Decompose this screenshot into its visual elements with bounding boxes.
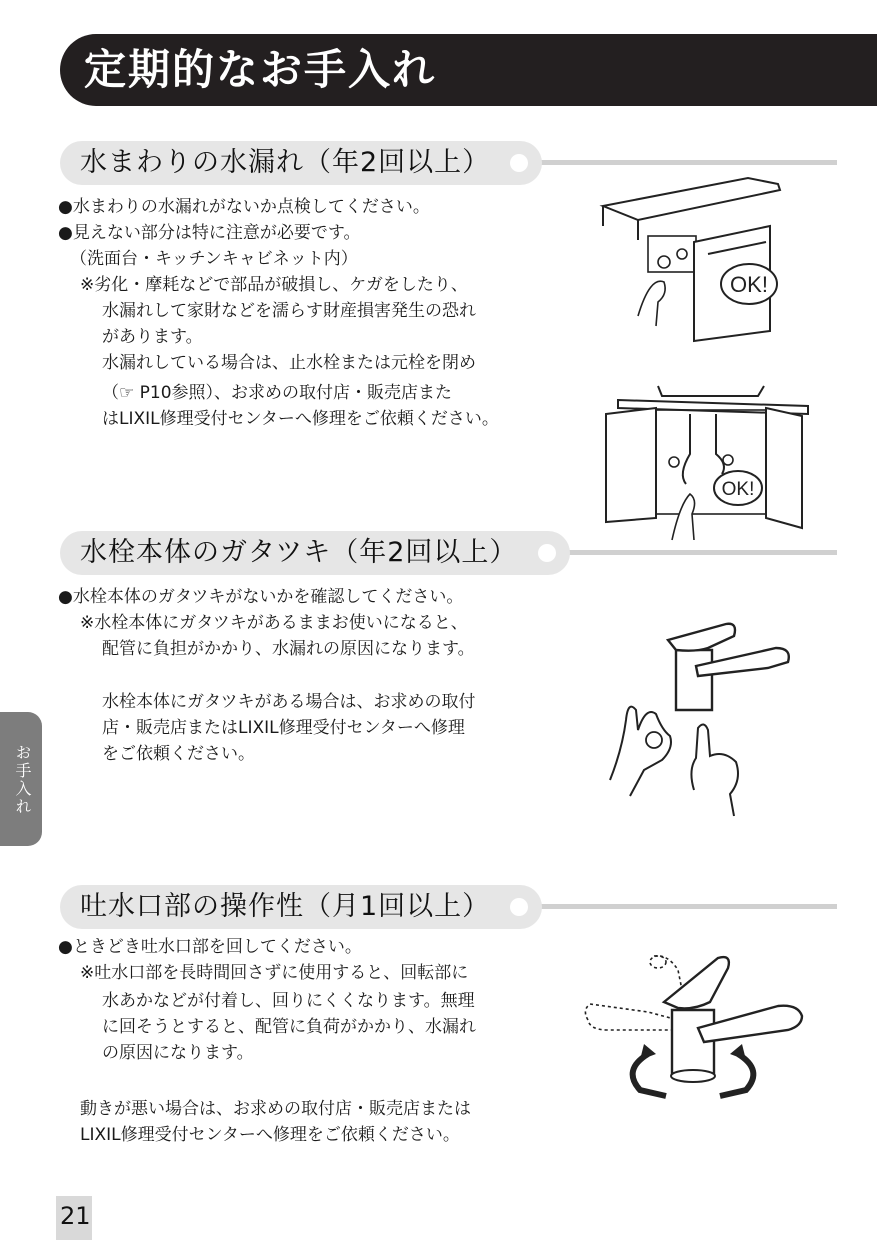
section-rule [550,550,837,555]
section-rule [520,160,837,165]
heading-dot-icon [538,544,556,562]
ok-label: OK! [730,272,768,297]
spout-rotation-illustration [578,950,810,1100]
cabinet-inspection-illustration [598,176,798,346]
side-tab[interactable] [0,712,42,846]
section-heading: 水まわりの水漏れ（年2回以上） [80,147,491,178]
kitchen-cabinet-illustration [598,384,816,542]
section-heading-box [60,885,542,929]
text-line: 店・販売店またはLIXIL修理受付センターへ修理 [102,718,465,738]
section-heading: 水栓本体のガタツキ（年2回以上） [80,537,518,568]
text-line: ※劣化・摩耗などで部品が破損し、ケガをしたり、 [80,275,468,295]
side-tab-label: お手入れ [13,744,32,816]
heading-dot-icon [510,898,528,916]
text-line: があります。 [102,327,203,347]
heading-dot-icon [510,154,528,172]
text-line: （☞ P10参照）、お求めの取付店・販売店また [102,383,453,403]
page-number-box [56,1196,92,1240]
section-rule [520,904,837,909]
text-line: はLIXIL修理受付センターへ修理をご依頼ください。 [102,409,499,429]
text-line: ● 水栓本体のガタツキがないかを確認してください。 [58,584,463,610]
section-heading: 吐水口部の操作性（月1回以上） [80,891,491,922]
ok-label: OK! [721,479,755,500]
text-line: ● 見えない部分は特に注意が必要です。 [58,220,360,246]
text-line: ※吐水口部を長時間回さずに使用すると、回転部に [80,963,469,983]
text-line: LIXIL修理受付センターへ修理をご依頼ください。 [80,1125,460,1145]
text-line: ※水栓本体にガタツキがあるままお使いになると、 [80,613,468,633]
text-line: 水漏れして家財などを濡らす財産損害発生の恐れ [102,301,476,321]
page-title: 定期的なお手入れ [84,45,437,94]
text-line: 水栓本体にガタツキがある場合は、お求めの取付 [102,692,476,712]
text-line: （洗面台・キッチンキャビネット内） [70,249,358,269]
text-line: 配管に負担がかかり、水漏れの原因になります。 [102,639,475,659]
text-line: の原因になります。 [102,1043,254,1063]
text-line: 水漏れしている場合は、止水栓または元栓を閉め [102,353,476,373]
page-title-banner [60,34,877,106]
text-line: をご依頼ください。 [102,744,255,764]
text-line: ● ときどき吐水口部を回してください。 [58,934,362,960]
section-heading-box [60,141,542,185]
section-heading-box [60,531,570,575]
faucet-hands-illustration [600,610,800,822]
text-line: に回そうとすると、配管に負荷がかかり、水漏れ [102,1017,476,1037]
page-number: 21 [60,1202,91,1230]
text-line: ● 水まわりの水漏れがないか点検してください。 [58,194,430,220]
text-line: 動きが悪い場合は、お求めの取付店・販売店または [80,1099,471,1119]
text-line: 水あかなどが付着し、回りにくくなります。無理 [102,991,475,1011]
